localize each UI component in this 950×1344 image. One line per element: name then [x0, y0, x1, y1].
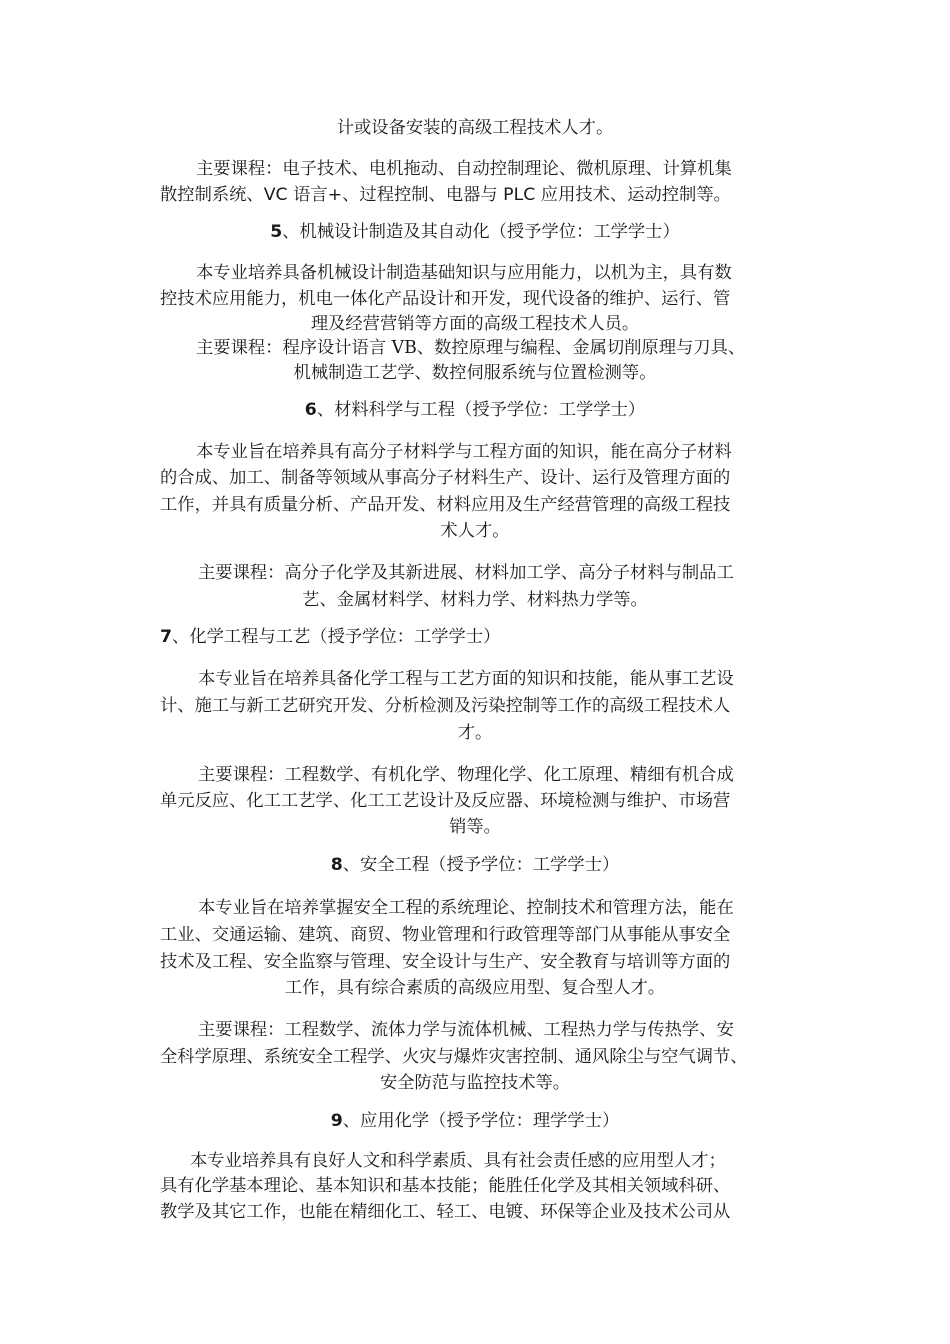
paragraph-line: 工业、交通运输、建筑、商贸、物业管理和行政管理等部门从事能从事安全 — [160, 925, 731, 945]
paragraph-line: 主要课程：工程数学、流体力学与流体机械、工程热力学与传热学、安 — [198, 1020, 734, 1040]
paragraph-line: 主要课程：电子技术、电机拖动、自动控制理论、微机原理、计算机集 — [196, 159, 732, 179]
paragraph-line: 艺、金属材料学、材料力学、材料热力学等。 — [302, 590, 648, 610]
paragraph-line: 术人才。 — [440, 521, 510, 541]
section-heading: 8、安全工程（授予学位：工学学士） — [330, 855, 620, 875]
paragraph-line: 本专业旨在培养具有高分子材料学与工程方面的知识，能在高分子材料 — [196, 442, 732, 462]
section-heading: 7、化学工程与工艺（授予学位：工学学士） — [160, 627, 501, 647]
paragraph-line: 技术及工程、安全监察与管理、安全设计与生产、安全教育与培训等方面的 — [160, 952, 731, 972]
paragraph-line: 销等。 — [449, 817, 501, 837]
paragraph-line: 本专业旨在培养具备化学工程与工艺方面的知识和技能，能从事工艺设 — [198, 669, 734, 689]
section-heading: 6、材料科学与工程（授予学位：工学学士） — [304, 400, 646, 420]
paragraph-line: 散控制系统、VC 语言+、过程控制、电器与 PLC 应用技术、运动控制等。 — [160, 185, 731, 205]
paragraph-line: 教学及其它工作，也能在精细化工、轻工、电镀、环保等企业及技术公司从 — [160, 1202, 731, 1222]
paragraph-line: 本专业培养具备机械设计制造基础知识与应用能力，以机为主，具有数 — [196, 263, 732, 283]
paragraph-line: 单元反应、化工工艺学、化工工艺设计及反应器、环境检测与维护、市场营 — [160, 791, 731, 811]
paragraph-line: 安全防范与监控技术等。 — [379, 1073, 571, 1093]
paragraph-line: 主要课程：工程数学、有机化学、物理化学、化工原理、精细有机合成 — [198, 765, 734, 785]
paragraph-line: 才。 — [457, 723, 493, 743]
section-heading: 9、应用化学（授予学位：理学学士） — [330, 1111, 620, 1131]
text-line: 计或设备安装的高级工程技术人才。 — [336, 118, 614, 138]
paragraph-line: 本专业旨在培养掌握安全工程的系统理论、控制技术和管理方法，能在 — [198, 898, 734, 918]
paragraph-line: 计、施工与新工艺研究开发、分析检测及污染控制等工作的高级工程技术人 — [160, 696, 731, 716]
paragraph-line: 控技术应用能力，机电一体化产品设计和开发，现代设备的维护、运行、管 — [160, 289, 731, 309]
paragraph-line: 本专业培养具有良好人文和科学素质、具有社会责任感的应用型人才； — [190, 1151, 726, 1171]
paragraph-line: 工作，具有综合素质的高级应用型、复合型人才。 — [284, 978, 666, 998]
paragraph-line: 主要课程：高分子化学及其新进展、材料加工学、高分子材料与制品工 — [198, 563, 734, 583]
paragraph-line: 工作，并具有质量分析、产品开发、材料应用及生产经营管理的高级工程技 — [160, 495, 731, 515]
paragraph-line: 全科学原理、系统安全工程学、火灾与爆炸灾害控制、通风除尘与空气调节、 — [160, 1047, 748, 1067]
paragraph-line: 主要课程：程序设计语言 VB、数控原理与编程、金属切削原理与刀具、 — [196, 338, 746, 358]
paragraph-line: 机械制造工艺学、数控伺服系统与位置检测等。 — [293, 363, 657, 383]
section-heading: 5、机械设计制造及其自动化（授予学位：工学学士） — [270, 222, 680, 242]
paragraph-line: 理及经营营销等方面的高级工程技术人员。 — [310, 314, 640, 334]
paragraph-line: 的合成、加工、制备等领域从事高分子材料生产、设计、运行及管理方面的 — [160, 468, 731, 488]
paragraph-line: 具有化学基本理论、基本知识和基本技能；能胜任化学及其相关领域科研、 — [160, 1176, 731, 1196]
